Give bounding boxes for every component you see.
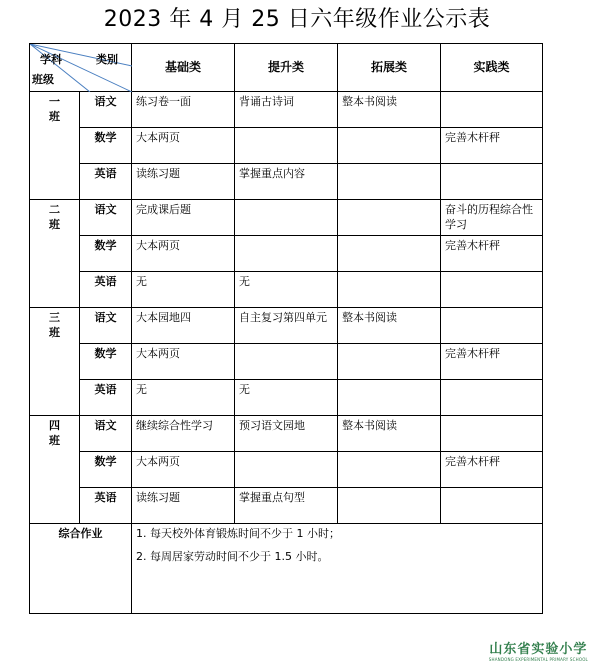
- assignment-cell: 整本书阅读: [338, 308, 441, 344]
- assignment-cell: 继续综合性学习: [132, 416, 235, 452]
- page-title: 2023 年 4 月 25 日六年级作业公示表: [103, 7, 491, 32]
- category-header-extension: 拓展类: [338, 44, 441, 92]
- subject-cell: 数学: [80, 344, 132, 380]
- subject-cell: 语文: [80, 308, 132, 344]
- assignment-cell: [338, 380, 441, 416]
- class-name: 一班: [49, 95, 60, 123]
- assignment-cell: 完善木杆秤: [441, 344, 543, 380]
- class-name-cell: [30, 92, 80, 200]
- assignment-cell: 完善木杆秤: [441, 236, 543, 272]
- assignment-cell: 无: [132, 272, 235, 308]
- assignment-cell: 掌握重点内容: [235, 164, 338, 200]
- subject-cell: 语文: [80, 416, 132, 452]
- assignment-cell: 预习语文园地: [235, 416, 338, 452]
- table-row: [30, 380, 543, 416]
- subject-cell: 英语: [80, 488, 132, 524]
- assignment-cell: [338, 236, 441, 272]
- assignment-cell: 无: [132, 380, 235, 416]
- assignment-cell: [441, 308, 543, 344]
- school-logo: [489, 638, 588, 662]
- assignment-cell: [441, 416, 543, 452]
- table-row: [30, 92, 543, 128]
- assignment-cell: [441, 164, 543, 200]
- assignment-cell: [235, 452, 338, 488]
- subject-cell: 数学: [80, 452, 132, 488]
- table-row: [30, 416, 543, 452]
- assignment-cell: 整本书阅读: [338, 92, 441, 128]
- corner-class-label: 班级: [32, 73, 54, 86]
- school-logo-english: SHANDONG EXPERIMENTAL PRIMARY SCHOOL: [488, 657, 588, 662]
- assignment-cell: 掌握重点句型: [235, 488, 338, 524]
- summary-row: [30, 524, 543, 614]
- subject-cell: 英语: [80, 164, 132, 200]
- assignment-cell: [441, 272, 543, 308]
- assignment-cell: 练习卷一面: [132, 92, 235, 128]
- corner-header-cell: [30, 44, 132, 92]
- corner-category-label: 类别: [96, 53, 118, 66]
- assignment-cell: 无: [235, 380, 338, 416]
- school-logo-name: 山东省实验小学: [489, 642, 588, 657]
- table-row: [30, 272, 543, 308]
- assignment-cell: 整本书阅读: [338, 416, 441, 452]
- assignment-cell: 无: [235, 272, 338, 308]
- category-header-basic: 基础类: [132, 44, 235, 92]
- assignment-cell: [441, 488, 543, 524]
- homework-table: [29, 43, 543, 614]
- assignment-cell: [338, 452, 441, 488]
- table-row: [30, 452, 543, 488]
- assignment-cell: 读练习题: [132, 164, 235, 200]
- table-row: [30, 308, 543, 344]
- subject-cell: 英语: [80, 272, 132, 308]
- assignment-cell: 大本两页: [132, 452, 235, 488]
- assignment-cell: [338, 344, 441, 380]
- assignment-cell: 自主复习第四单元: [235, 308, 338, 344]
- class-name-cell: [30, 200, 80, 308]
- subject-cell: 语文: [80, 200, 132, 236]
- class-name: 二班: [49, 203, 60, 231]
- table-row: [30, 488, 543, 524]
- assignment-cell: [338, 488, 441, 524]
- subject-cell: 英语: [80, 380, 132, 416]
- subject-cell: 数学: [80, 128, 132, 164]
- assignment-cell: 大本两页: [132, 344, 235, 380]
- class-name-cell: [30, 416, 80, 524]
- corner-subject-label: 学科: [40, 53, 62, 66]
- assignment-cell: 完成课后题: [132, 200, 235, 236]
- table-row: [30, 344, 543, 380]
- summary-note: 2. 每周居家劳动时间不少于 1.5 小时。: [136, 550, 329, 563]
- assignment-cell: [338, 164, 441, 200]
- subject-cell: 数学: [80, 236, 132, 272]
- assignment-cell: [338, 128, 441, 164]
- category-header-advanced: 提升类: [235, 44, 338, 92]
- table-row: [30, 200, 543, 236]
- assignment-cell: [235, 344, 338, 380]
- summary-note: 1. 每天校外体育锻炼时间不少于 1 小时；: [136, 527, 340, 540]
- assignment-cell: 大本两页: [132, 236, 235, 272]
- table-row: [30, 164, 543, 200]
- assignment-cell: [235, 128, 338, 164]
- assignment-cell: [338, 200, 441, 236]
- table-row: [30, 128, 543, 164]
- summary-label: 综合作业: [30, 524, 132, 614]
- table-row: [30, 236, 543, 272]
- assignment-cell: 奋斗的历程综合性学习: [441, 200, 543, 236]
- assignment-cell: [441, 92, 543, 128]
- assignment-cell: 完善木杆秤: [441, 128, 543, 164]
- assignment-cell: 读练习题: [132, 488, 235, 524]
- class-name-cell: [30, 308, 80, 416]
- subject-cell: 语文: [80, 92, 132, 128]
- header-row: [30, 44, 543, 92]
- assignment-cell: 完善木杆秤: [441, 452, 543, 488]
- assignment-cell: 大本园地四: [132, 308, 235, 344]
- category-header-practice: 实践类: [441, 44, 543, 92]
- assignment-cell: 背诵古诗词: [235, 92, 338, 128]
- assignment-cell: 大本两页: [132, 128, 235, 164]
- assignment-cell: [338, 272, 441, 308]
- assignment-cell: [441, 380, 543, 416]
- class-name: 四班: [49, 419, 60, 447]
- assignment-cell: [235, 200, 338, 236]
- class-name: 三班: [49, 311, 60, 339]
- assignment-cell: [235, 236, 338, 272]
- summary-notes: [132, 524, 543, 614]
